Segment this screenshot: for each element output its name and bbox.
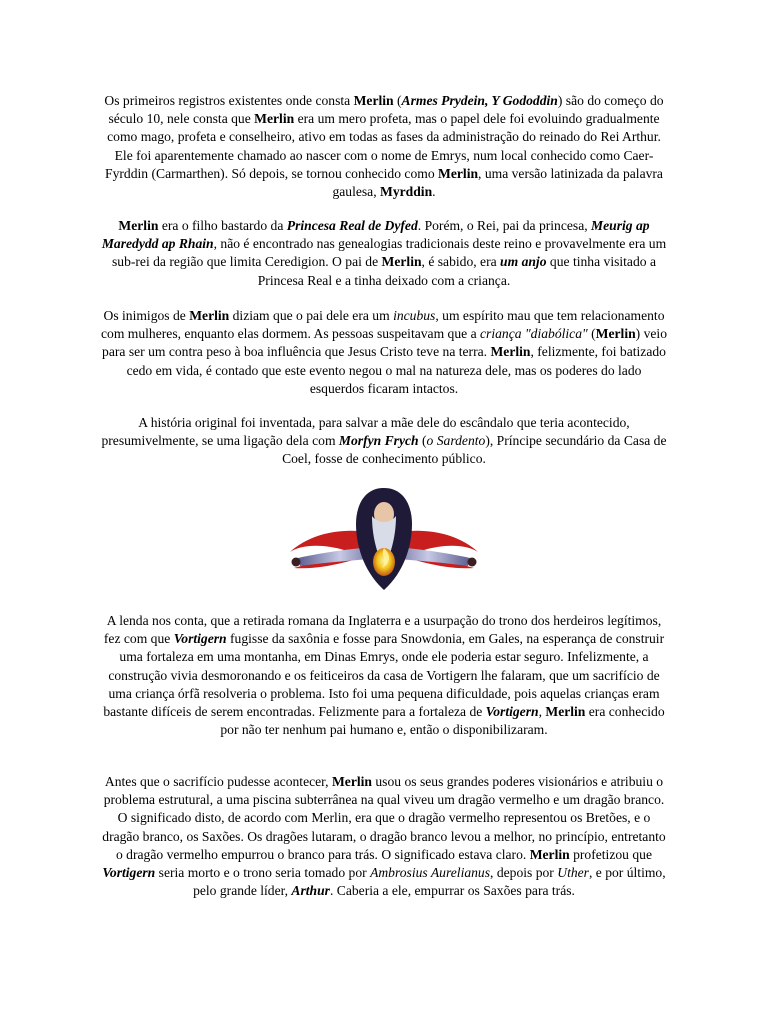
bold-term: Merlin bbox=[381, 254, 422, 270]
bold-term: Merlin bbox=[353, 93, 394, 108]
wizard-merlin-icon bbox=[284, 486, 484, 594]
bold-term: Merlin bbox=[545, 704, 586, 720]
bold-italic-term: um anjo bbox=[500, 254, 547, 270]
text-run: , e por último, pelo grande líder, bbox=[193, 865, 666, 899]
text-run: Os primeiros registros existentes onde consta bbox=[104, 93, 354, 108]
text-run: Os inimigos de bbox=[103, 308, 190, 323]
text-run: era um mero profeta, mas o papel dele foi evoluindo gradualmente como mago, profeta e conselheiro, ativo em todas as fases da administração do reinado do Rei Arthur. Ele foi aparentemente chamado ao nascer com o nome de Emrys, num local conhecido como Caer-Fyrddin (Carmarthen). Só depois, se tornou conhecido como bbox=[105, 111, 661, 181]
bold-term: Merlin bbox=[595, 326, 636, 342]
left-hand bbox=[292, 558, 301, 567]
text-run: ) são do começo do século 10, nele consta que bbox=[108, 93, 664, 127]
italic-term: Ambrosius Aurelianus bbox=[370, 865, 491, 881]
text-run: era o filho bastardo da bbox=[158, 218, 287, 233]
text-run: ( bbox=[393, 93, 402, 108]
text-run: , felizmente, foi batizado cedo em vida, é contado que este evento negou o mal na natureza dele, mas os poderes do lado esquerdos ficaram intactos. bbox=[126, 344, 666, 396]
bold-term: Merlin bbox=[529, 846, 570, 862]
bold-italic-term: Princesa Real de Dyfed bbox=[286, 218, 418, 233]
text-run: ) veio para ser um contra peso à boa influência que Jesus Cristo teve na terra. bbox=[102, 326, 668, 360]
text-run: ), Príncipe secundário da Casa de Coel, fosse de conhecimento público. bbox=[282, 433, 667, 467]
text-run: , é sabido, era bbox=[421, 254, 501, 270]
italic-term: incubus bbox=[393, 308, 436, 323]
text-run: era conhecido por não ter nenhum pai humano e, então o disponibilizaram. bbox=[220, 704, 665, 738]
paragraph-2 bbox=[100, 217, 668, 290]
right-hand bbox=[468, 558, 477, 567]
bold-italic-term: Meurig ap Maredydd ap Rhain bbox=[101, 218, 650, 252]
text-run: fugisse da saxônia e fosse para Snowdonia, em Gales, na esperança de construir uma fortaleza em uma montanha, em Dinas Emrys, onde ele poderia estar seguro. Infelizmente, a construção vivia desmoronando e os feiticeiros da casa de Vortigern lhe falaram, que um sacrifício de uma criança órfã resolveria o problema. Isto foi uma pequena dificuldade, pois aquelas crianças eram bastante difíceis de serem encontradas. Felizmente para a fortaleza de bbox=[103, 631, 665, 720]
bold-italic-term: Vortigern bbox=[173, 631, 227, 647]
text-run: A história original foi inventada, para salvar a mãe dele do escândalo que teria acontecido, presumivelmente, se uma ligação dela com bbox=[101, 415, 630, 449]
paragraph-5 bbox=[100, 612, 668, 739]
bold-italic-term: Vortigern bbox=[485, 704, 539, 720]
text-run: seria morto e o trono seria tomado por bbox=[155, 865, 371, 881]
text-run: , não é encontrado nas genealogias tradicionais deste reino e provavelmente era um sub-rei da região que limita Ceredigion. O pai de bbox=[111, 236, 667, 270]
text-run: , depois por bbox=[490, 865, 558, 881]
italic-term: o Sardento bbox=[426, 433, 486, 449]
bold-italic-term: Morfyn Frych bbox=[338, 433, 419, 449]
text-run: , uma versão latinizada da palavra gaulesa, bbox=[332, 165, 663, 200]
italic-term: criança "diabólica" bbox=[480, 326, 588, 342]
text-run: profetizou que bbox=[569, 846, 652, 862]
text-run: . Porém, o Rei, pai da princesa, bbox=[417, 218, 592, 233]
text-run: . Caberia a ele, empurrar os Saxões para trás. bbox=[329, 883, 575, 899]
bold-term: Merlin bbox=[254, 111, 295, 127]
text-run: A lenda nos conta, que a retirada romana da Inglaterra e a usurpação do trono dos herdeiros legítimos, fez com que bbox=[103, 613, 662, 647]
text-run: , um espírito mau que tem relacionamento com mulheres, enquanto elas dormem. As pessoas suspeitavam que a bbox=[100, 308, 665, 342]
bold-term: Merlin bbox=[438, 165, 479, 181]
bold-term: Merlin bbox=[331, 774, 372, 789]
text-run: , bbox=[538, 704, 546, 720]
paragraph-1 bbox=[100, 92, 668, 201]
bold-term: Merlin bbox=[118, 218, 159, 233]
bold-italic-term: Vortigern bbox=[102, 865, 156, 881]
bold-italic-term: Arthur bbox=[291, 883, 330, 899]
italic-term: Uther bbox=[557, 865, 589, 881]
bold-term: Myrddin bbox=[380, 184, 433, 200]
text-run: Antes que o sacrifício pudesse acontecer, bbox=[104, 774, 332, 789]
text-run: usou os seus grandes poderes visionários e atribuiu o problema estrutural, a uma piscina subterrânea na qual viveu um dragão vermelho e um dragão branco. O significado disto, de acordo com Merlin, era que o dragão vermelho representou os Bretões, e o dragão branco, os Saxões. Os dragões lutaram, o dragão branco levou a melhor, no princípio, entretanto o dragão vermelho empurrou o branco para trás. O significado estava claro. bbox=[102, 774, 666, 862]
text-run: diziam que o pai dele era um bbox=[229, 308, 394, 323]
paragraph-6 bbox=[100, 773, 668, 900]
text-run: que tinha visitado a Princesa Real e a tinha deixado com a criança. bbox=[257, 254, 656, 288]
text-run: ( bbox=[418, 433, 427, 449]
bold-italic-term: Armes Prydein, Y Gododdin bbox=[401, 93, 558, 108]
paragraph-3 bbox=[100, 307, 668, 398]
text-run: . bbox=[432, 184, 436, 200]
paragraph-4 bbox=[100, 414, 668, 469]
bold-term: Merlin bbox=[189, 308, 230, 323]
bold-term: Merlin bbox=[490, 344, 531, 360]
text-run: ( bbox=[587, 326, 596, 342]
